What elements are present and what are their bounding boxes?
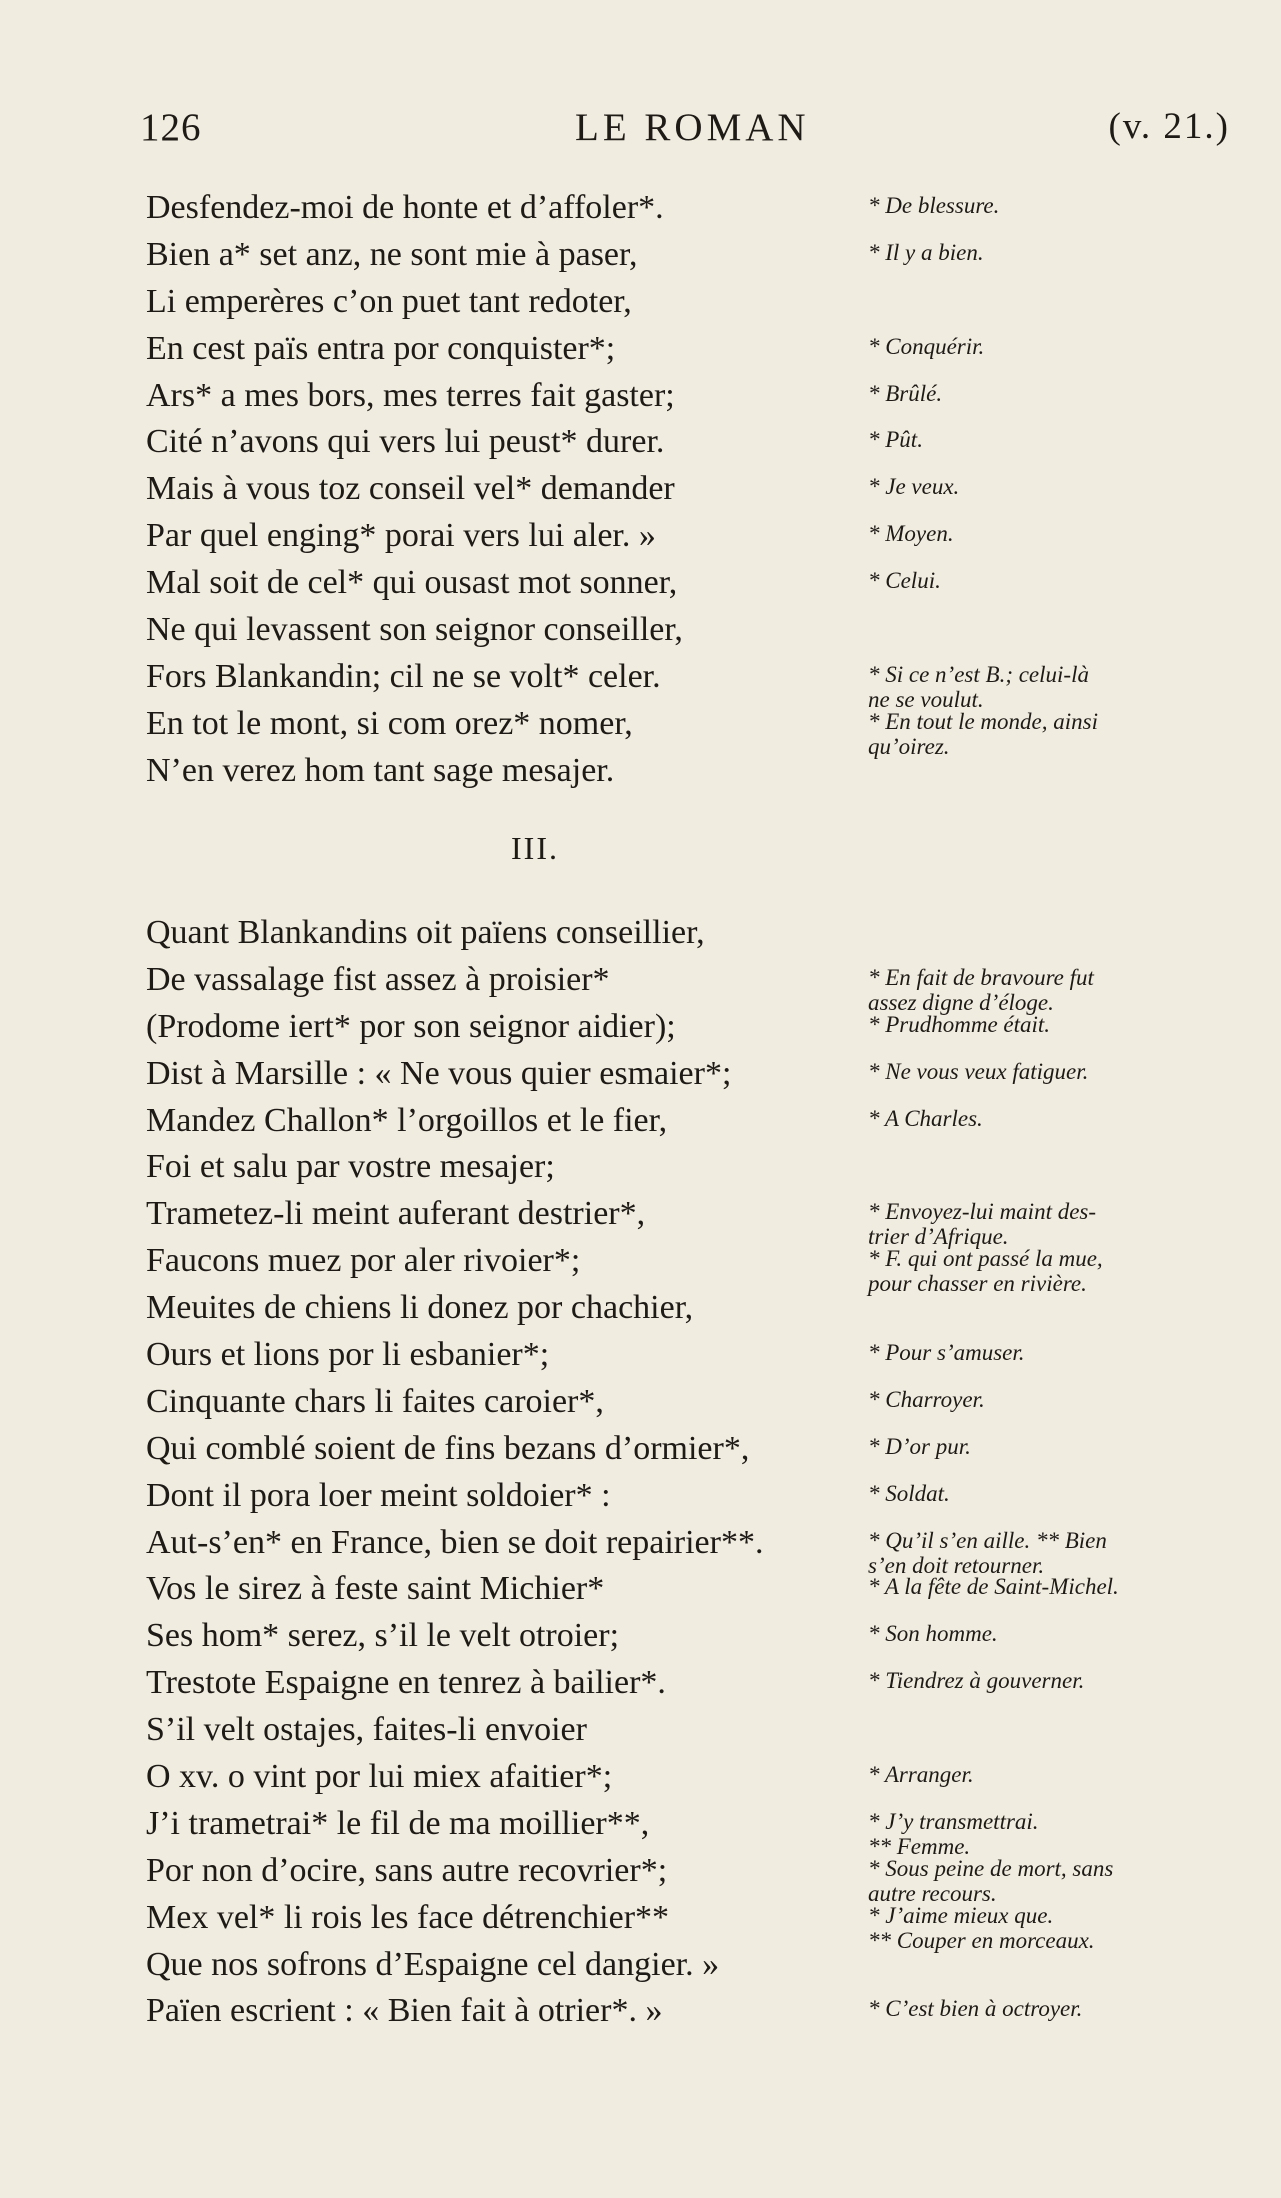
verse-line <box>0 1004 1281 1051</box>
verse-line <box>0 957 1281 1015</box>
verse-line <box>0 1285 1281 1332</box>
verse-text: Par quel enging* porai vers lui aler. » <box>146 517 656 555</box>
verse-line <box>0 1332 1281 1379</box>
verse-text: Meuites de chiens li donez por chachier, <box>146 1289 694 1327</box>
verse-line <box>0 1473 1281 1520</box>
gloss-note: * Soldat. <box>868 1480 950 1506</box>
verse-line <box>0 1520 1281 1578</box>
verse-text: En tot le mont, si com orez* nomer, <box>146 704 633 742</box>
verse-line <box>0 419 1281 466</box>
verse-line <box>0 373 1281 420</box>
verse-text: Li emperères c’on puet tant redoter, <box>146 282 632 320</box>
gloss-note: * Pût. <box>868 427 923 453</box>
gloss-note: * Pour s’amuser. <box>868 1340 1025 1366</box>
verse-reference: (v. 21.) <box>1108 106 1230 147</box>
verse-text: Aut-s’en* en France, bien se doit repairier**. <box>146 1523 764 1561</box>
verse-text: S’il velt ostajes, faites-li envoier <box>146 1711 587 1749</box>
verse-text: N’en verez hom tant sage mesajer. <box>146 751 615 789</box>
verse-text: Desfendez-moi de honte et d’affoler*. <box>146 189 664 226</box>
verse-text: Trestote Espaigne en tenrez à bailier*. <box>146 1664 666 1702</box>
page-number: 126 <box>140 106 202 149</box>
gloss-note: * Sous peine de mort, sans autre recours. <box>868 1855 1114 1906</box>
gloss-note: * Je veux. <box>868 474 960 500</box>
gloss-note: * Envoyez-lui maint des- trier d’Afrique. <box>868 1199 1097 1250</box>
verse-line <box>0 1379 1281 1426</box>
gloss-note: * Son homme. <box>868 1621 998 1647</box>
verse-text: Mal soit de cel* qui ousast mot sonner, <box>146 564 678 602</box>
gloss-note: * Il y a bien. <box>868 239 984 265</box>
verse-line <box>0 1098 1281 1145</box>
verse-text: Ses hom* serez, s’il le velt otroier; <box>146 1617 620 1655</box>
gloss-note: * Conquérir. <box>868 333 985 359</box>
verse-text: Qui comblé soient de fins bezans d’ormier*, <box>146 1429 750 1467</box>
gloss-note: * J’aime mieux que. ** Couper en morceaux. <box>868 1902 1095 1953</box>
verse-line <box>0 607 1281 654</box>
gloss-note: * F. qui ont passé la mue, pour chasser en rivière. <box>868 1246 1103 1297</box>
gloss-note: * J’y transmettrai. ** Femme. <box>868 1808 1039 1859</box>
verse-line <box>0 1707 1281 1754</box>
gloss-note: * Ne vous veux fatiguer. <box>868 1058 1089 1084</box>
verse-line <box>0 1660 1281 1707</box>
verse-line <box>0 466 1281 513</box>
verse-text: Cinquante chars li faites caroier*, <box>146 1382 604 1420</box>
verse-line <box>0 1613 1281 1660</box>
verse-line <box>0 1144 1281 1191</box>
running-header <box>140 105 1230 155</box>
gloss-note: * Celui. <box>868 568 941 594</box>
verse-text: Que nos sofrons d’Espaigne cel dangier. » <box>146 1945 720 1983</box>
verse-text: Foi et salu par vostre mesajer; <box>146 1148 555 1186</box>
gloss-note: * A la fête de Saint-Michel. <box>868 1574 1119 1600</box>
verse-line <box>0 279 1281 326</box>
verse-line <box>0 1754 1281 1801</box>
verse-line <box>0 910 1281 957</box>
verse-text: Cité n’avons qui vers lui peust* durer. <box>146 423 665 461</box>
gloss-note: * A Charles. <box>868 1105 983 1131</box>
verse-line <box>0 1988 1281 2035</box>
verse-text: Ours et lions por li esbanier*; <box>146 1336 550 1374</box>
verse-text: Mandez Challon* l’orgoillos et le fier, <box>146 1101 668 1139</box>
gloss-note: * C’est bien à octroyer. <box>868 1996 1083 2022</box>
verse-text: Ne qui levassent son seignor conseiller, <box>146 611 683 649</box>
verse-line <box>0 1238 1281 1297</box>
verse-line <box>0 513 1281 560</box>
gloss-note: * Moyen. <box>868 521 954 547</box>
verse-text: (Prodome iert* por son seignor aidier); <box>146 1007 676 1045</box>
gloss-note: * D’or pur. <box>868 1433 971 1459</box>
verse-text: Mex vel* li rois les face détrenchier** <box>146 1898 670 1936</box>
verse-text: Bien a* set anz, ne sont mie à paser, <box>146 235 638 273</box>
verse-line <box>0 654 1281 712</box>
verse-text: Dist à Marsille : « Ne vous quier esmaier*; <box>146 1054 732 1092</box>
verse-line <box>0 232 1281 279</box>
verse-line <box>0 701 1281 759</box>
verse-block-2 <box>0 910 1281 2035</box>
running-title: LE ROMAN <box>575 106 810 149</box>
verse-text: Mais à vous toz conseil vel* demander <box>146 470 675 508</box>
verse-text: Faucons muez por aler rivoier*; <box>146 1242 581 1280</box>
verse-text: Trametez-li meint auferant destrier*, <box>146 1195 646 1233</box>
gloss-note: * Prudhomme était. <box>868 1011 1051 1037</box>
gloss-note: * Charroyer. <box>868 1386 985 1412</box>
verse-line <box>0 1051 1281 1098</box>
verse-text: O xv. o vint por lui miex afaitier*; <box>146 1758 613 1796</box>
verse-text: Ars* a mes bors, mes terres fait gaster; <box>146 376 675 414</box>
verse-line <box>0 1801 1281 1859</box>
gloss-note: * Tiendrez à gouverner. <box>868 1668 1085 1694</box>
gloss-note: * Brûlé. <box>868 380 943 406</box>
verse-text: Vos le sirez à feste saint Michier* <box>146 1570 605 1608</box>
gloss-note: * En tout le monde, ainsi qu’oirez. <box>868 708 1098 759</box>
gloss-note: * De blessure. <box>868 193 1000 218</box>
verse-line <box>0 560 1281 607</box>
verse-line <box>0 748 1281 795</box>
verse-line <box>0 1848 1281 1906</box>
verse-text: Dont il pora loer meint soldoier* : <box>146 1476 611 1514</box>
verse-text: De vassalage fist assez à proisier* <box>146 960 610 998</box>
verse-text: Por non d’ocire, sans autre recovrier*; <box>146 1851 668 1889</box>
verse-text: Quant Blankandins oit païens conseillier, <box>146 914 705 951</box>
verse-block-1 <box>0 185 1281 795</box>
verse-line <box>0 1942 1281 1989</box>
verse-text: J’i trametrai* le fil de ma moillier**, <box>146 1804 650 1842</box>
section-heading: III. <box>511 830 559 866</box>
verse-text: Païen escrient : « Bien fait à otrier*. » <box>146 1992 663 2030</box>
verse-line <box>0 1191 1281 1250</box>
verse-line <box>0 185 1281 232</box>
verse-text: En cest païs entra por conquister*; <box>146 329 616 367</box>
verse-line <box>0 1426 1281 1473</box>
gloss-note: * En fait de bravoure fut assez digne d’éloge. <box>868 964 1094 1015</box>
verse-text: Fors Blankandin; cil ne se volt* celer. <box>146 657 661 695</box>
verse-line <box>0 326 1281 373</box>
gloss-note: * Qu’il s’en aille. ** Bien s’en doit retourner. <box>868 1527 1107 1578</box>
verse-line <box>0 1566 1281 1613</box>
verse-line <box>0 1895 1281 1953</box>
gloss-note: * Si ce n’est B.; celui-là ne se voulut. <box>868 661 1089 712</box>
gloss-note: * Arranger. <box>868 1762 974 1788</box>
